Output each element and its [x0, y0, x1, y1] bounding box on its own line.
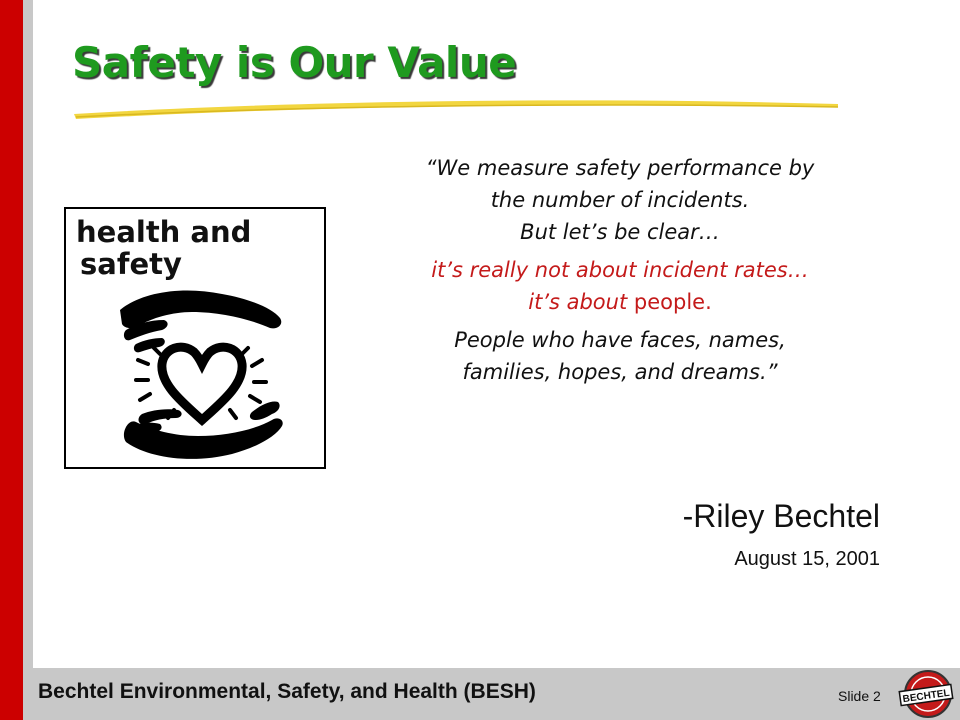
bechtel-logo-icon: [898, 668, 954, 720]
logo-line-1: health and: [76, 215, 252, 249]
attribution: [520, 494, 880, 576]
bechtel-logo-text: BECHTEL: [902, 687, 951, 706]
slide-number: Slide 2: [838, 688, 881, 704]
quote-line-7: families, hopes, and dreams.”: [462, 360, 778, 384]
left-shadow-bar: [23, 0, 33, 720]
quote-line-2: the number of incidents.: [490, 188, 750, 212]
quote-line-6: People who have faces, names,: [454, 328, 786, 352]
quote-line-3: But let’s be clear…: [520, 220, 720, 244]
attribution-name: -Riley Bechtel: [682, 498, 880, 534]
quote-block: [350, 152, 890, 388]
footer-title: Bechtel Environmental, Safety, and Health (BESH): [38, 680, 536, 703]
quote-line-1: “We measure safety performance by: [425, 156, 815, 180]
quote-line-5-prefix: it’s about: [528, 290, 634, 314]
slide-title: Safety is Our Value: [72, 38, 517, 87]
attribution-date: August 15, 2001: [734, 548, 880, 570]
logo-line-2: safety: [80, 247, 182, 281]
left-accent-bar: [0, 0, 23, 720]
hands-heart-icon: [112, 284, 292, 464]
quote-emphasis-people: people.: [633, 290, 712, 314]
logo-caption: [76, 216, 251, 280]
title-underline-swoosh: [72, 92, 842, 122]
quote-line-4: it’s really not about incident rates…: [431, 258, 809, 282]
quote-line-5: [350, 286, 890, 318]
